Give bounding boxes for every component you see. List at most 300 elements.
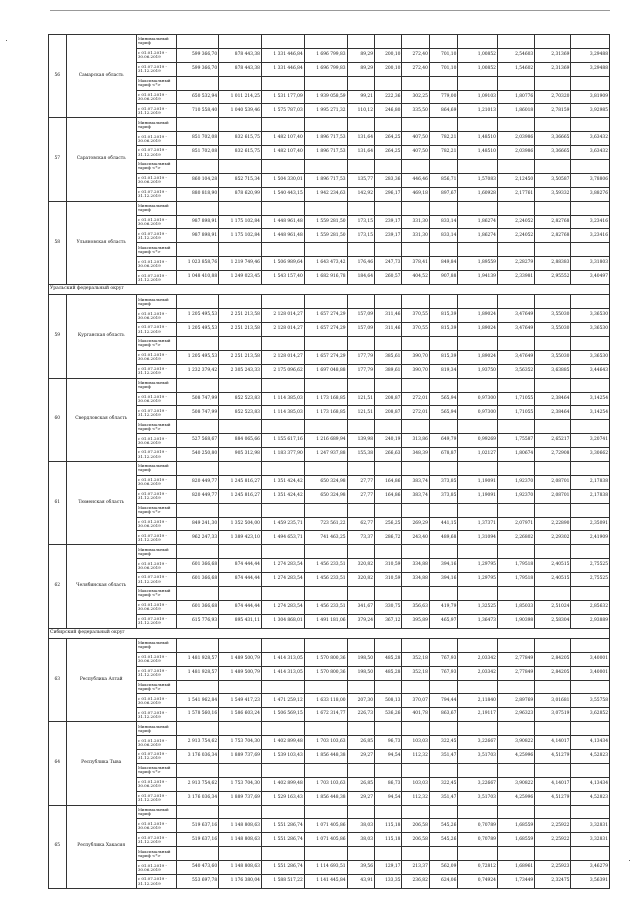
empty-cell (458, 722, 498, 736)
empty-cell (304, 336, 347, 350)
empty-cell (458, 76, 498, 90)
empty-cell (402, 420, 429, 434)
value-cell: 650 324,98 (304, 475, 347, 489)
empty-cell (535, 295, 571, 309)
value-cell: 394,16 (429, 573, 458, 587)
empty-cell (429, 722, 458, 736)
period-text: с 01.07.2019 - 31.12.2019 (137, 876, 167, 886)
value-cell: 884 065,66 (219, 434, 262, 448)
value-cell: 3,46279 (571, 861, 610, 875)
scan-speck (6, 40, 7, 41)
value-cell: 131,64 (347, 132, 374, 146)
tariff-type-label (136, 420, 177, 434)
empty-cell (304, 378, 347, 392)
district-title: Уральский федеральный округ (49, 285, 610, 295)
empty-cell (375, 420, 402, 434)
value-cell: 173,15 (347, 229, 374, 243)
empty-cell (535, 76, 571, 90)
value-cell: 3,44643 (571, 364, 610, 378)
empty-cell (177, 76, 219, 90)
empty-cell (429, 336, 458, 350)
tariff-type-text: Минимальный тариф (137, 119, 169, 129)
value-cell: 723 561,22 (304, 517, 347, 531)
empty-cell (219, 378, 262, 392)
empty-cell (219, 76, 262, 90)
value-cell: 3,63432 (571, 132, 610, 146)
value-cell: 1,85033 (497, 600, 534, 614)
value-cell: 3,20741 (571, 434, 610, 448)
value-cell: 2,88383 (535, 257, 571, 271)
period-text: с 01.01.2019 - 30.06.2019 (137, 310, 167, 320)
value-cell: 164,86 (375, 475, 402, 489)
tariff-type-text: Максимальный тариф <*> (137, 244, 171, 254)
value-cell: 1,31094 (458, 531, 498, 545)
value-cell: 2,25922 (535, 833, 571, 847)
value-cell: 1 559 281,50 (304, 215, 347, 229)
value-cell: 1 219 749,46 (219, 257, 262, 271)
value-cell: 129,17 (375, 861, 402, 875)
value-cell: 370,07 (402, 694, 429, 708)
value-cell: 852 523,83 (219, 406, 262, 420)
empty-cell (571, 503, 610, 517)
empty-cell (497, 805, 534, 819)
value-cell: 2,35091 (571, 517, 610, 531)
value-cell: 519 637,16 (177, 833, 219, 847)
value-cell: 3,63432 (571, 146, 610, 160)
tariff-type-label (136, 763, 177, 777)
value-cell: 1,29795 (458, 559, 498, 573)
period-cell (136, 146, 177, 160)
empty-cell (304, 243, 347, 257)
value-cell: 2,03986 (497, 132, 534, 146)
empty-cell (402, 638, 429, 652)
empty-cell (497, 763, 534, 777)
empty-cell (261, 420, 304, 434)
period-text: с 01.01.2019 - 30.06.2019 (137, 133, 167, 143)
value-cell: 373,85 (429, 489, 458, 503)
empty-cell (458, 160, 498, 174)
period-text: с 01.07.2019 - 31.12.2019 (137, 64, 167, 74)
empty-cell (261, 763, 304, 777)
value-cell: 3,22667 (458, 736, 498, 750)
value-cell: 2 251 213,58 (219, 323, 262, 337)
period-text: с 01.07.2019 - 31.12.2019 (137, 449, 167, 459)
value-cell: 2,75525 (571, 573, 610, 587)
value-cell: 815,39 (429, 323, 458, 337)
tariff-type-text: Максимальный тариф <*> (137, 505, 171, 515)
value-cell: 3 176 036,34 (177, 791, 219, 805)
empty-cell (177, 763, 219, 777)
value-cell: 27,77 (347, 475, 374, 489)
empty-cell (429, 461, 458, 475)
empty-cell (177, 722, 219, 736)
value-cell: 348,39 (402, 448, 429, 462)
value-cell: 1 245 816,27 (219, 489, 262, 503)
value-cell: 335,50 (402, 104, 429, 118)
tariff-type-row (49, 295, 610, 309)
value-cell: 1 531 177,09 (261, 90, 304, 104)
period-text: с 01.01.2019 - 30.06.2019 (137, 50, 167, 60)
value-cell: 4,25996 (497, 791, 534, 805)
empty-cell (535, 201, 571, 215)
value-cell: 370,55 (402, 323, 429, 337)
value-cell: 198,50 (347, 652, 374, 666)
period-cell (136, 215, 177, 229)
tariff-type-label (136, 160, 177, 174)
period-cell (136, 364, 177, 378)
value-cell: 121,51 (347, 392, 374, 406)
empty-cell (497, 680, 534, 694)
region-name: Тюменская область (66, 461, 136, 544)
value-cell: 320,82 (347, 573, 374, 587)
value-cell: 1 071 405,86 (304, 819, 347, 833)
value-cell: 2,03342 (458, 666, 498, 680)
value-cell: 794,44 (429, 694, 458, 708)
value-cell: 1 578 560,16 (177, 708, 219, 722)
value-cell: 94,54 (375, 750, 402, 764)
value-cell: 1 703 103,63 (304, 777, 347, 791)
value-cell: 553 697,78 (177, 875, 219, 889)
value-cell: 310,59 (375, 573, 402, 587)
empty-cell (571, 160, 610, 174)
value-cell: 3,23416 (571, 215, 610, 229)
empty-cell (375, 586, 402, 600)
empty-cell (458, 461, 498, 475)
period-cell (136, 694, 177, 708)
value-cell: 3,59332 (535, 187, 571, 201)
value-cell: 177,79 (347, 364, 374, 378)
period-text: с 01.01.2019 - 30.06.2019 (137, 737, 167, 747)
value-cell: 1 176 380,04 (219, 875, 262, 889)
empty-cell (571, 805, 610, 819)
empty-cell (177, 680, 219, 694)
tariff-type-label (136, 76, 177, 90)
value-cell: 351,47 (429, 791, 458, 805)
value-cell: 1 703 103,63 (304, 736, 347, 750)
period-text: с 01.07.2019 - 31.12.2019 (137, 709, 167, 719)
period-text: с 01.01.2019 - 30.06.2019 (137, 258, 167, 268)
tariff-type-text: Минимальный тариф (137, 463, 169, 473)
tariff-type-label (136, 722, 177, 736)
value-cell: 395,89 (402, 614, 429, 628)
value-cell: 351,47 (429, 750, 458, 764)
empty-cell (375, 378, 402, 392)
empty-cell (177, 545, 219, 559)
value-cell: 874 444,44 (219, 600, 262, 614)
period-cell (136, 614, 177, 628)
value-cell: 1 148 808,63 (219, 833, 262, 847)
period-text: с 01.07.2019 - 31.12.2019 (137, 407, 167, 417)
value-cell: 2 251 213,58 (219, 350, 262, 364)
empty-cell (535, 763, 571, 777)
period-cell (136, 309, 177, 323)
value-cell: 1 148 808,63 (219, 861, 262, 875)
empty-cell (347, 160, 374, 174)
value-cell: 0,70789 (458, 819, 498, 833)
empty-cell (375, 680, 402, 694)
empty-cell (458, 243, 498, 257)
empty-cell (177, 586, 219, 600)
empty-cell (571, 847, 610, 861)
value-cell: 1 995 271,32 (304, 104, 347, 118)
empty-cell (429, 638, 458, 652)
empty-cell (219, 805, 262, 819)
value-cell: 3,47649 (497, 309, 534, 323)
empty-cell (535, 503, 571, 517)
empty-cell (535, 420, 571, 434)
empty-cell (177, 805, 219, 819)
value-cell: 779,00 (429, 90, 458, 104)
value-cell: 3,56352 (497, 364, 534, 378)
period-text: с 01.07.2019 - 31.12.2019 (137, 574, 167, 584)
value-cell: 38,03 (347, 833, 374, 847)
value-cell: 527 568,67 (177, 434, 219, 448)
value-cell: 1 657 274,29 (304, 323, 347, 337)
empty-cell (219, 118, 262, 132)
value-cell: 2,85632 (571, 600, 610, 614)
value-cell: 3,40001 (571, 652, 610, 666)
value-cell: 1 245 816,27 (219, 475, 262, 489)
value-cell: 1 856 448,38 (304, 791, 347, 805)
value-cell: 3,32831 (571, 819, 610, 833)
value-cell: 176,46 (347, 257, 374, 271)
value-cell: 1,68559 (497, 833, 534, 847)
value-cell: 1,00852 (458, 48, 498, 62)
empty-cell (375, 545, 402, 559)
value-cell: 1 023 858,76 (177, 257, 219, 271)
empty-cell (219, 243, 262, 257)
value-cell: 311,46 (375, 323, 402, 337)
empty-cell (347, 420, 374, 434)
empty-cell (497, 295, 534, 309)
tariff-type-row (49, 805, 610, 819)
value-cell: 1 155 617,16 (261, 434, 304, 448)
empty-cell (429, 378, 458, 392)
region-index: 62 (49, 545, 67, 628)
empty-cell (261, 118, 304, 132)
value-cell: 39,56 (347, 861, 374, 875)
value-cell: 89,29 (347, 48, 374, 62)
tariff-type-label (136, 378, 177, 392)
value-cell: 1,86274 (458, 215, 498, 229)
empty-cell (347, 722, 374, 736)
empty-cell (304, 763, 347, 777)
empty-cell (497, 118, 534, 132)
empty-cell (497, 35, 534, 49)
value-cell: 1 482 107,40 (261, 132, 304, 146)
empty-cell (304, 638, 347, 652)
period-text: с 01.01.2019 - 30.06.2019 (137, 175, 167, 185)
empty-cell (375, 638, 402, 652)
value-cell: 2,95552 (535, 271, 571, 285)
value-cell: 1,68559 (497, 819, 534, 833)
value-cell: 3,36530 (571, 323, 610, 337)
empty-cell (571, 680, 610, 694)
value-cell: 2,65217 (535, 434, 571, 448)
empty-cell (571, 295, 610, 309)
value-cell: 1 448 961,48 (261, 229, 304, 243)
value-cell: 1,32525 (458, 600, 498, 614)
value-cell: 1 529 163,43 (261, 791, 304, 805)
value-cell: 103,03 (402, 777, 429, 791)
value-cell: 820 449,77 (177, 475, 219, 489)
period-text: с 01.07.2019 - 31.12.2019 (137, 532, 167, 542)
value-cell: 1,80674 (497, 448, 534, 462)
value-cell: 469,18 (402, 187, 429, 201)
value-cell: 1 753 704,30 (219, 777, 262, 791)
period-text: с 01.01.2019 - 30.06.2019 (137, 602, 167, 612)
value-cell: 3,29488 (571, 48, 610, 62)
value-cell: 1 543 157,40 (261, 271, 304, 285)
empty-cell (177, 503, 219, 517)
value-cell: 1 183 377,90 (261, 448, 304, 462)
region-name: Курганская область (66, 295, 136, 378)
region-name: Республика Тыва (66, 722, 136, 805)
value-cell: 1 586 603,24 (219, 708, 262, 722)
value-cell: 2,24052 (497, 215, 534, 229)
empty-cell (402, 243, 429, 257)
value-cell: 1,92370 (497, 489, 534, 503)
value-cell: 2,28279 (497, 257, 534, 271)
value-cell: 112,32 (402, 750, 429, 764)
value-cell: 62,77 (347, 517, 374, 531)
empty-cell (177, 420, 219, 434)
empty-cell (261, 35, 304, 49)
value-cell: 545,26 (429, 819, 458, 833)
value-cell: 264,25 (375, 132, 402, 146)
value-cell: 3,63885 (535, 364, 571, 378)
value-cell: 2 128 014,27 (261, 309, 304, 323)
value-cell: 2,54603 (497, 48, 534, 62)
empty-cell (219, 201, 262, 215)
value-cell: 208,87 (375, 392, 402, 406)
value-cell: 815,39 (429, 350, 458, 364)
value-cell: 1 331 446,84 (261, 62, 304, 76)
value-cell: 38,03 (347, 819, 374, 833)
value-cell: 43,91 (347, 875, 374, 889)
value-cell: 1,37371 (458, 517, 498, 531)
value-cell: 2,70320 (535, 90, 571, 104)
value-cell: 3,23416 (571, 229, 610, 243)
value-cell: 1 481 928,57 (177, 652, 219, 666)
tariff-type-label (136, 118, 177, 132)
empty-cell (375, 722, 402, 736)
value-cell: 3,51703 (458, 750, 498, 764)
value-cell: 851 702,08 (177, 146, 219, 160)
value-cell: 1 506 569,15 (261, 708, 304, 722)
tariff-type-row (49, 461, 610, 475)
value-cell: 441,15 (429, 517, 458, 531)
value-cell: 1 682 916,78 (304, 271, 347, 285)
region-index: 56 (49, 35, 67, 118)
value-cell: 1 588 517,22 (261, 875, 304, 889)
period-cell (136, 271, 177, 285)
value-cell: 3,88276 (571, 187, 610, 201)
period-text: с 01.01.2019 - 30.06.2019 (137, 352, 167, 362)
value-cell: 286,72 (375, 531, 402, 545)
value-cell: 310,59 (375, 559, 402, 573)
value-cell: 1 489 500,79 (219, 666, 262, 680)
value-cell: 2,22890 (535, 517, 571, 531)
value-cell: 1 889 737,69 (219, 791, 262, 805)
value-cell: 383,74 (402, 489, 429, 503)
value-cell: 3,90822 (497, 777, 534, 791)
value-cell: 283,36 (375, 173, 402, 187)
value-cell: 243,40 (402, 531, 429, 545)
value-cell: 2,77849 (497, 666, 534, 680)
empty-cell (261, 160, 304, 174)
empty-cell (375, 336, 402, 350)
value-cell: 213,37 (402, 861, 429, 875)
empty-cell (429, 763, 458, 777)
value-cell: 115,18 (375, 819, 402, 833)
empty-cell (177, 638, 219, 652)
value-cell: 701,10 (429, 62, 458, 76)
value-cell: 1 114 385,03 (261, 406, 304, 420)
value-cell: 4,14017 (535, 736, 571, 750)
value-cell: 3,92985 (571, 104, 610, 118)
empty-cell (497, 638, 534, 652)
value-cell: 2,07971 (497, 517, 534, 531)
empty-cell (535, 722, 571, 736)
empty-cell (497, 420, 534, 434)
value-cell: 2,26802 (497, 531, 534, 545)
tariff-type-label (136, 805, 177, 819)
value-cell: 3,07519 (535, 708, 571, 722)
period-text: с 01.07.2019 - 31.12.2019 (137, 366, 167, 376)
value-cell: 3 176 036,34 (177, 750, 219, 764)
period-text: с 01.01.2019 - 30.06.2019 (137, 518, 167, 528)
value-cell: 624,06 (429, 875, 458, 889)
value-cell: 1 247 937,88 (304, 448, 347, 462)
value-cell: 4,14017 (535, 777, 571, 791)
tariff-type-label (136, 503, 177, 517)
value-cell: 2,29302 (535, 531, 571, 545)
empty-cell (375, 805, 402, 819)
empty-cell (402, 118, 429, 132)
value-cell: 1,48510 (458, 146, 498, 160)
value-cell: 3,55758 (571, 694, 610, 708)
value-cell: 782,21 (429, 132, 458, 146)
period-text: с 01.01.2019 - 30.06.2019 (137, 435, 167, 445)
tariff-sheet (48, 34, 610, 889)
value-cell: 3,90822 (497, 736, 534, 750)
value-cell: 3,01681 (535, 694, 571, 708)
value-cell: 1 482 107,40 (261, 146, 304, 160)
value-cell: 3,36530 (571, 309, 610, 323)
region-name: Челябинская область (66, 545, 136, 628)
value-cell: 4,52823 (571, 750, 610, 764)
value-cell: 3,40001 (571, 666, 610, 680)
value-cell: 1,86274 (458, 229, 498, 243)
empty-cell (261, 336, 304, 350)
empty-cell (571, 118, 610, 132)
value-cell: 1,71055 (497, 406, 534, 420)
value-cell: 331,30 (402, 215, 429, 229)
value-cell: 239,17 (375, 229, 402, 243)
empty-cell (375, 503, 402, 517)
empty-cell (304, 586, 347, 600)
empty-cell (261, 586, 304, 600)
value-cell: 1 048 410,88 (177, 271, 219, 285)
empty-cell (571, 545, 610, 559)
empty-cell (347, 680, 374, 694)
empty-cell (458, 420, 498, 434)
period-cell (136, 350, 177, 364)
period-text: с 01.07.2019 - 31.12.2019 (137, 834, 167, 844)
value-cell: 0,97300 (458, 406, 498, 420)
empty-cell (304, 805, 347, 819)
